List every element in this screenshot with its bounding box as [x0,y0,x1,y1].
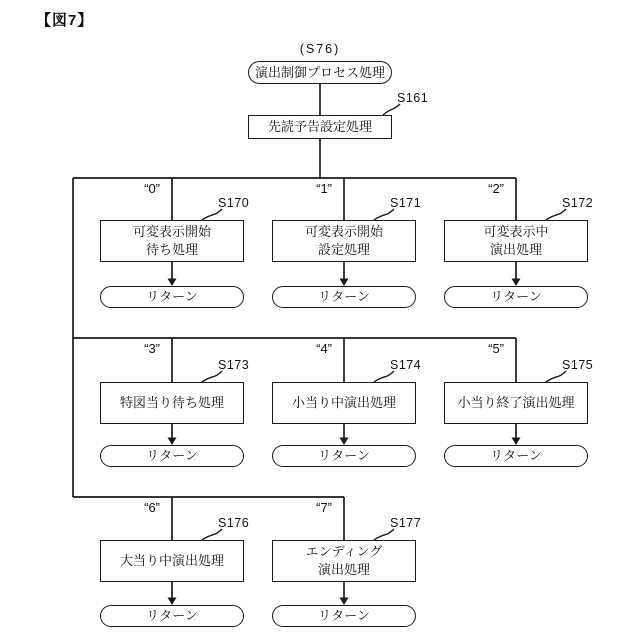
branch-case-label: “1” [316,181,332,196]
step-number-s161: S161 [397,91,429,105]
process-text-line: 演出処理 [489,242,542,257]
branch-case-label: “5” [488,341,504,356]
process-box [100,382,244,424]
process-text-line: 待ち処理 [145,242,198,257]
step-number: S172 [562,196,594,210]
step-number: S171 [390,196,422,210]
process-text-line: 設定処理 [317,242,370,257]
process-text-line: 可変表示中 [483,224,549,240]
step-number: S173 [218,358,250,372]
step-number: S177 [390,516,422,530]
step-number: S175 [562,358,594,372]
process-box [100,220,244,262]
branch-case-label: “7” [316,500,332,515]
step-number: S174 [390,358,422,372]
process-text-line: エンディング [305,544,383,560]
branch-case-label: “6” [144,500,160,515]
process-box [444,220,588,262]
figure-title: 【図7】 [36,12,94,29]
return-terminal: リターン [444,286,588,308]
return-terminal: リターン [444,445,588,467]
entry-step-ref: (S76) [299,42,341,56]
return-terminal: リターン [272,445,416,467]
process-text-line: 可変表示開始 [132,224,211,240]
branch-case-label: “4” [316,341,332,356]
return-terminal: リターン [100,445,244,467]
process-text-line: 小当り中演出処理 [291,395,396,411]
process-box [272,540,416,582]
process-text-line: 演出処理 [317,562,370,577]
start-terminal: 演出制御プロセス処理 [248,61,392,84]
process-box [444,382,588,424]
step-number: S170 [218,196,250,210]
process-text-line: 小当り終了演出処理 [457,395,575,411]
process-text-line: 特図当り待ち処理 [119,395,224,411]
process-box [100,540,244,582]
process-box [272,382,416,424]
branch-case-label: “0” [144,181,160,196]
step-label-leader [202,104,566,540]
step-number: S176 [218,516,250,530]
branch-case-label: “3” [144,341,160,356]
process-text-line: 可変表示開始 [304,224,383,240]
return-terminal: リターン [100,605,244,627]
branch-case-label: “2” [488,181,504,196]
return-terminal: リターン [100,286,244,308]
return-terminal: リターン [272,286,416,308]
process-box [272,220,416,262]
process-text-line: 大当り中演出処理 [119,553,224,569]
return-terminal: リターン [272,605,416,627]
setup-process-box: 先読予告設定処理 [248,115,392,139]
